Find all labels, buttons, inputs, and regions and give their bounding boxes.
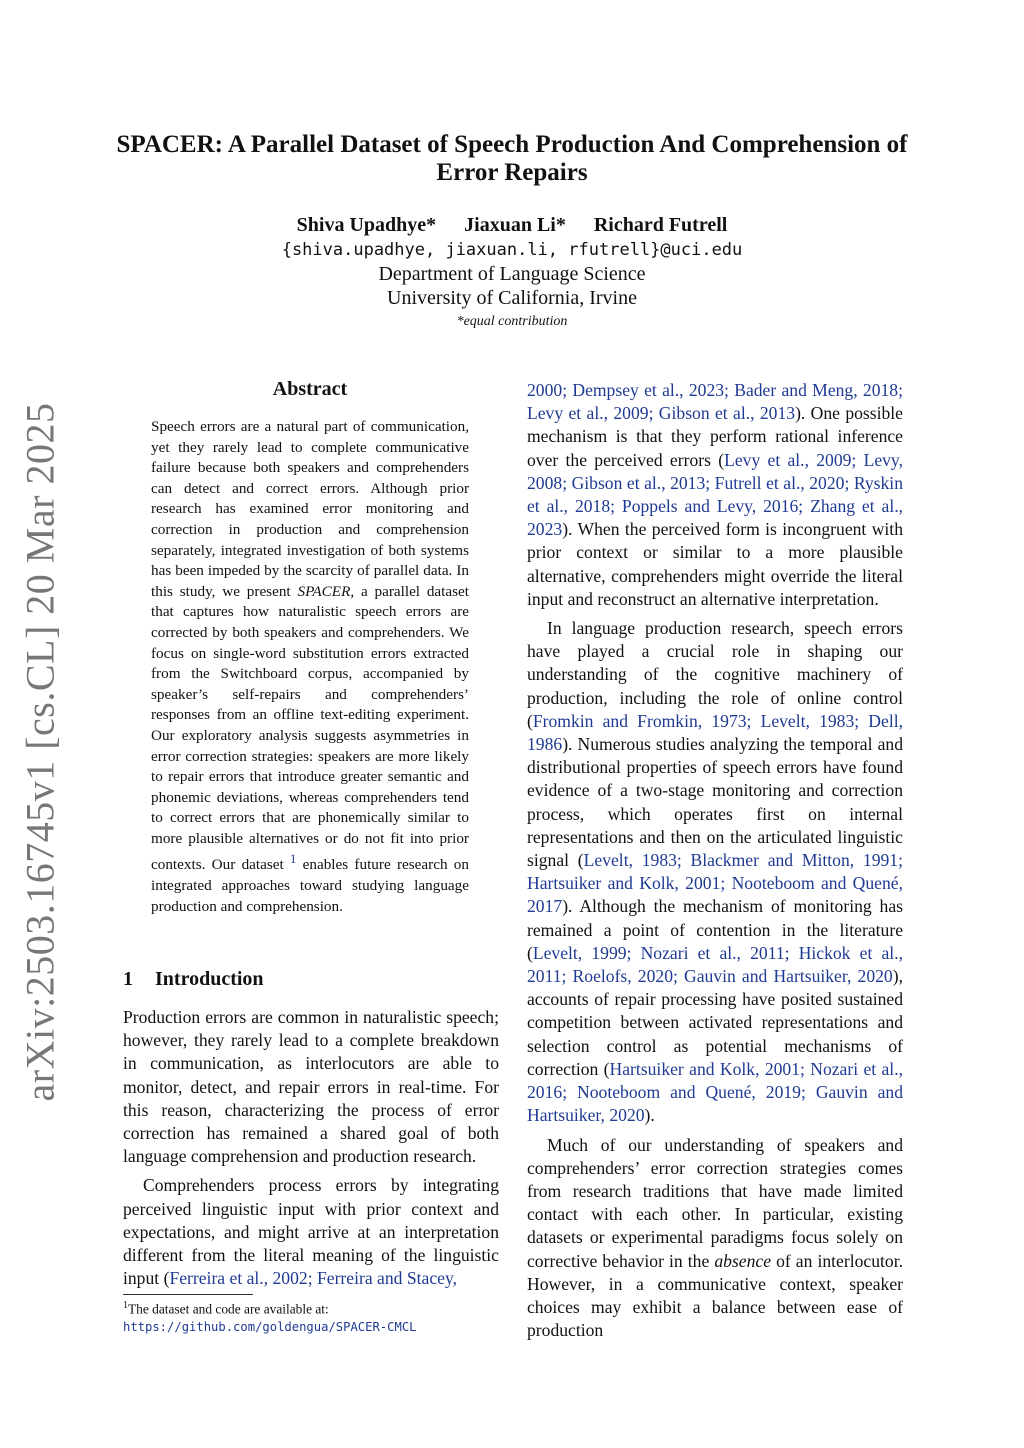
abstract-part-1: Speech errors are a natural part of communication, yet they rarely lead to complete communicative failure because both speakers and comprehenders can detect and correct errors. Although prior research has examined error monitoring and correction in production and comprehension separately, integrated investigation of both systems has been impeded by the scarcity of parallel data. In this study, we present [151, 418, 469, 600]
footnote-ref[interactable]: 1 [290, 852, 297, 867]
author-2: Jiaxuan Li* [464, 214, 566, 236]
abstract-part-2: , a parallel dataset that captures how naturalistic speech errors are corrected by both speakers and comprehenders. We focus on single-word substitution errors extracted from the Switchboard corpus, accompanied by speaker’s self-repairs and comprehenders’ responses from an offline text-editing experiment. Our exploratory analysis suggests asymmetries in error correction strategies: speakers are more likely to repair errors that introduce greater semantic and phonemic deviations, whereas comprehenders tend to correct errors that are phonemically similar to more plausible alternatives or do not fit into prior contexts. Our dataset [151, 582, 469, 874]
author-3: Richard Futrell [593, 214, 728, 236]
citation-link[interactable]: Ferreira et al., 2002; Ferreira and Stacey, [169, 1268, 458, 1289]
citation-link[interactable]: Levelt, 1983; Blackmer and Mitton, 1991; Hartsuiker and Kolk, 2001; Nooteboom and Quené, 2017 [527, 850, 903, 917]
dataset-name: SPACER [297, 582, 351, 600]
abstract-heading: Abstract [272, 378, 348, 400]
arxiv-identifier: arXiv:2503.16745v1 [cs.CL] 20 Mar 2025 [17, 402, 63, 1102]
citation-link[interactable]: 2000; Dempsey et al., 2023; Bader and Meng, 2018; Levy et al., 2009; Gibson et al., 2013 [527, 380, 903, 424]
intro-paragraph-2 [123, 1174, 499, 1290]
understanding-paragraph [527, 1134, 903, 1343]
footnote-divider [123, 1294, 253, 1295]
title-line-2: Error Repairs [436, 159, 588, 186]
paragraph-text: In language production research, speech errors have played a crucial role in shaping our understanding of the cognitive machinery of production, including the role of online control ( [527, 618, 903, 731]
repository-link[interactable]: https://github.com/goldengua/SPACER-CMCL [123, 1320, 417, 1335]
author-list [110, 213, 914, 237]
continued-paragraph [527, 379, 903, 611]
paragraph-text: ). When the perceived form is incongruent with prior context or similar to a more plausible alternative, comprehenders might override the literal input and reconstruct an alternative interpretation. [527, 519, 903, 609]
right-column-body [527, 379, 903, 1342]
paragraph-text: Much of our understanding of speakers and comprehenders’ error correction strategies comes from research traditions that have made limited contact with each other. In particular, existing datasets or experimental paradigms focus solely on corrective behavior in the [527, 1134, 903, 1271]
section-number: 1 [123, 968, 133, 990]
author-emails[interactable]: {shiva.upadhye, jiaxuan.li, rfutrell}@uci.edu [281, 240, 743, 260]
paper-title [110, 131, 914, 187]
author-1: Shiva Upadhye* [296, 214, 437, 236]
citation-link[interactable]: Levy et al., 2009; Levy, 2008; Gibson et al., 2013; Futrell et al., 2020; Ryskin et al., 2018; Poppels and Levy, 2016; Zhang et al., 2023 [527, 449, 903, 540]
citation-link[interactable]: Hartsuiker and Kolk, 2001; Nozari et al., 2016; Nooteboom and Quené, 2019; Gauvin and Hartsuiker, 2020 [527, 1058, 903, 1126]
abstract-part-3: enables future research on integrated approaches toward studying language production and comprehension. [151, 856, 469, 915]
arxiv-sidebar [8, 402, 72, 1102]
abstract-text [151, 417, 469, 917]
equal-contribution-note: *equal contribution [456, 314, 568, 329]
emphasis-word: absence [714, 1250, 772, 1271]
paragraph-text: of an interlocutor. However, in a communicative context, speaker choices may exhibit a balance between ease of production [527, 1250, 903, 1341]
production-paragraph [527, 617, 903, 1127]
paragraph-text: ). Numerous studies analyzing the temporal and distributional properties of speech errors have found evidence of a two-stage monitoring and correction process, which operates first on internal representations and then on the articulated linguistic signal ( [527, 734, 903, 871]
footnote-text: The dataset and code are available at: [128, 1301, 329, 1317]
left-column-body [123, 1006, 499, 1290]
citation-link[interactable]: Fromkin and Fromkin, 1973; Levelt, 1983; Dell, 1986 [527, 710, 903, 755]
intro-p2-text: Comprehenders process errors by integrating perceived linguistic input with prior context and expectations, and might arrive at an interpretation different from the literal meaning of the linguistic input ( [123, 1175, 499, 1289]
paragraph-text: ), accounts of repair processing have posited sustained competition between activated representations and selection control as potential mechanisms of correction ( [527, 966, 903, 1079]
university: University of California, Irvine [387, 287, 637, 309]
department: Department of Language Science [378, 263, 646, 285]
citation-link[interactable]: Levelt, 1999; Nozari et al., 2011; Hickok et al., 2011; Roelofs, 2020; Gauvin and Hartsuiker, 2020 [527, 942, 903, 987]
title-line-1: SPACER: A Parallel Dataset of Speech Production And Comprehension of [116, 131, 908, 158]
intro-paragraph-1: Production errors are common in naturalistic speech; however, they rarely lead to a complete breakdown in communication, as interlocutors are able to monitor, detect, and repair errors in real-time. For this reason, characterizing the process of error correction has remained a shared goal of both language comprehension and production research. [123, 1007, 499, 1167]
section-heading-introduction [123, 968, 503, 991]
footnote [123, 1297, 503, 1336]
paragraph-text: ). Although the mechanism of monitoring has remained a point of contention in the literature ( [527, 896, 903, 963]
section-title: Introduction [155, 968, 264, 990]
paragraph-text: ). One possible mechanism is that they perform rational inference over the perceived errors ( [527, 403, 903, 470]
paragraph-text: ). [644, 1105, 655, 1126]
footnote-mark: 1 [123, 1300, 128, 1311]
